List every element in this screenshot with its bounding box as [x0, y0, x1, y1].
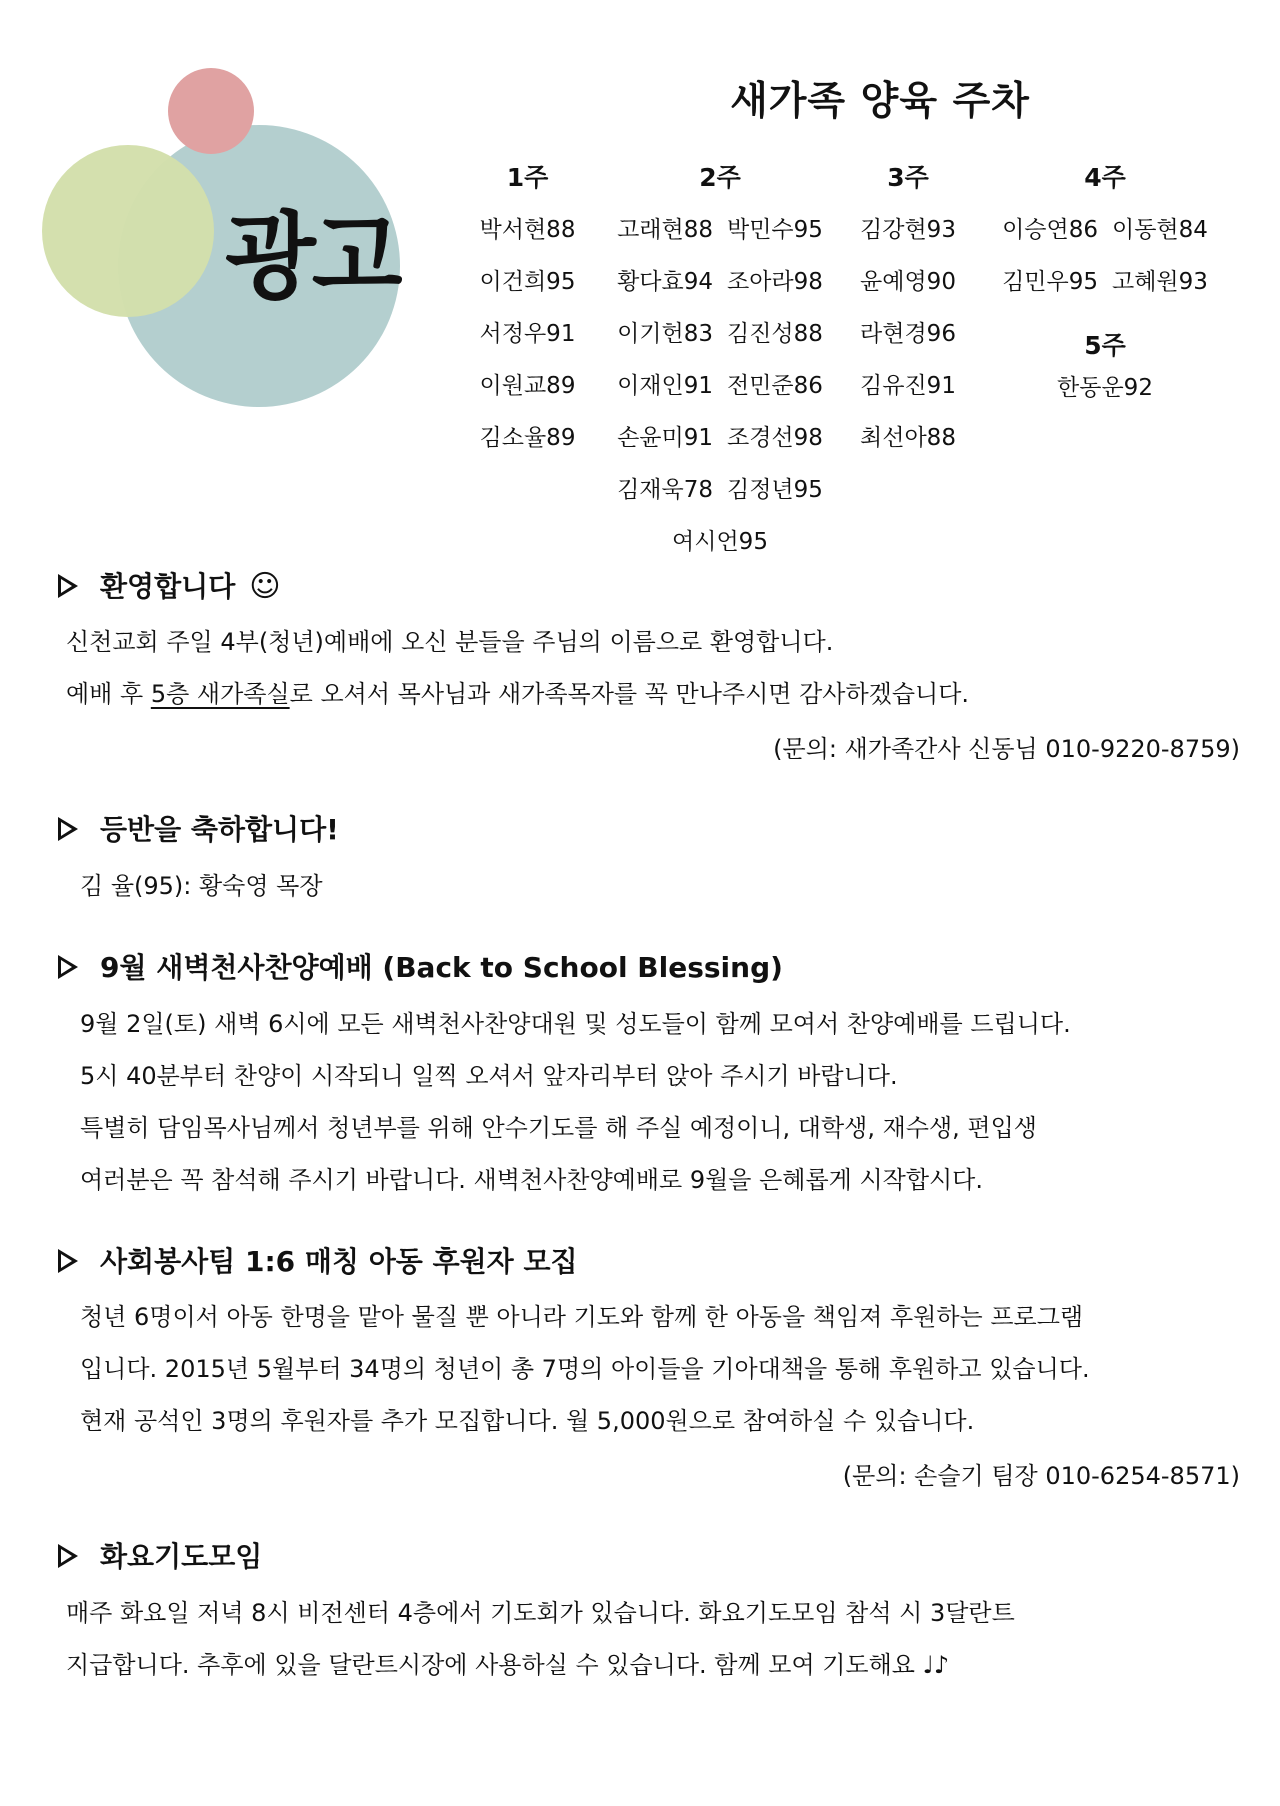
smiley-icon: ☺	[249, 569, 281, 604]
roster-name: 김재욱78	[617, 477, 713, 503]
welcome-line-2	[66, 674, 969, 714]
triangle-bullet-icon	[58, 1249, 78, 1273]
roster-name: 고혜원93	[1112, 269, 1208, 295]
roster-name: 황다효94	[617, 269, 713, 295]
sponsorship-line-3: 현재 공석인 3명의 후원자를 추가 모집합니다. 월 5,000원으로 참여하실 수 있습니다.	[80, 1407, 975, 1435]
roster-name: 이기헌83	[617, 321, 713, 347]
roster-name: 이동현84	[1112, 217, 1208, 243]
roster-name: 박서현88	[479, 217, 576, 243]
roster-week-1	[470, 152, 585, 464]
dawn-worship-line-4: 여러분은 꼭 참석해 주시기 바랍니다. 새벽천사찬양예배로 9월을 은혜롭게 시작합시다.	[80, 1166, 983, 1194]
tuesday-prayer-line-1: 매주 화요일 저녁 8시 비전센터 4층에서 기도회가 있습니다. 화요기도모임 참석 시 3달란트	[66, 1599, 1015, 1627]
dawn-worship-heading-text: 9월 새벽천사찬양예배 (Back to School Blessing)	[100, 951, 783, 984]
roster-name-row	[600, 308, 840, 360]
roster-name-row	[985, 256, 1225, 308]
roster-name-row	[600, 464, 840, 516]
roster-name-row	[848, 412, 968, 464]
roster-name: 김유진91	[860, 373, 956, 399]
promotion-heading-text: 등반을 축하합니다!	[100, 813, 339, 846]
sponsorship-line-1: 청년 6명이서 아동 한명을 맡아 물질 뿐 아니라 기도와 함께 한 아동을 책임져 후원하는 프로그램	[80, 1303, 1084, 1331]
week-label: 3주	[887, 163, 929, 192]
roster-name-row	[470, 204, 585, 256]
decorative-green-circle	[42, 145, 214, 317]
roster-name: 김강현93	[860, 217, 956, 243]
roster-name: 손윤미91	[617, 425, 713, 451]
roster-week-4	[985, 152, 1225, 410]
roster-name: 이승연86	[1002, 217, 1098, 243]
roster-name-row	[848, 360, 968, 412]
dawn-worship-line-1: 9월 2일(토) 새벽 6시에 모든 새벽천사찬양대원 및 성도들이 함께 모여서 찬양예배를 드립니다.	[80, 1010, 1071, 1038]
roster-name: 한동운92	[1057, 375, 1153, 401]
roster-week-2	[600, 152, 840, 568]
welcome-line-2-post: 로 오셔서 목사님과 새가족목자를 꼭 만나주시면 감사하겠습니다.	[289, 680, 970, 708]
roster-name: 김민우95	[1002, 269, 1098, 295]
promotion-line-1: 김 율(95): 황숙영 목장	[80, 872, 323, 900]
roster-name-row	[470, 412, 585, 464]
roster-name-row	[600, 412, 840, 464]
roster-name: 조경선98	[727, 425, 823, 451]
roster-name: 고래현88	[617, 217, 713, 243]
dawn-worship-line-3: 특별히 담임목사님께서 청년부를 위해 안수기도를 해 주실 예정이니, 대학생, 재수생, 편입생	[80, 1114, 1037, 1142]
roster-title: 새가족 양육 주차	[730, 79, 1030, 124]
roster-name-row	[985, 204, 1225, 256]
week-label: 4주	[1084, 163, 1126, 192]
triangle-bullet-icon	[58, 817, 78, 841]
week-label: 1주	[506, 163, 549, 192]
roster-week-3	[848, 152, 968, 464]
welcome-heading	[58, 567, 281, 607]
roster-name: 이재인91	[617, 373, 713, 399]
roster-name-row	[848, 204, 968, 256]
roster-name: 여시언95	[672, 529, 768, 555]
tuesday-prayer-heading-text: 화요기도모임	[100, 1540, 263, 1573]
roster-name: 최선아88	[860, 425, 956, 451]
roster-name-row	[600, 204, 840, 256]
roster-name: 라현경96	[860, 321, 956, 347]
roster-name: 이건희95	[479, 269, 576, 295]
roster-name: 김진성88	[727, 321, 823, 347]
sponsorship-contact: (문의: 손슬기 팀장 010-6254-8571)	[842, 1462, 1240, 1490]
triangle-bullet-icon	[58, 574, 78, 598]
triangle-bullet-icon	[58, 1544, 78, 1568]
roster-name: 이원교89	[479, 373, 576, 399]
dawn-worship-line-2: 5시 40분부터 찬양이 시작되니 일찍 오셔서 앞자리부터 앉아 주시기 바랍니다.	[80, 1062, 898, 1090]
tuesday-prayer-line-2: 지급합니다. 추후에 있을 달란트시장에 사용하실 수 있습니다. 함께 모여 기도해요 ♩♪	[66, 1651, 950, 1679]
roster-name: 전민준86	[727, 373, 823, 399]
welcome-line-1: 신천교회 주일 4부(청년)예배에 오신 분들을 주님의 이름으로 환영합니다.	[66, 628, 834, 656]
announcement-logo-title: 광고	[225, 203, 399, 312]
promotion-heading	[58, 810, 339, 850]
roster-name-row	[600, 360, 840, 412]
week-label: 2주	[699, 163, 741, 192]
roster-name: 윤예영90	[860, 269, 956, 295]
roster-name: 조아라98	[727, 269, 823, 295]
week-label: 5주	[1084, 331, 1126, 360]
roster-name-row	[470, 308, 585, 360]
roster-name-row	[470, 256, 585, 308]
roster-name-row	[848, 256, 968, 308]
new-family-room-location: 5층 새가족실	[150, 680, 290, 708]
roster-name-row	[600, 516, 840, 568]
roster-name-row	[600, 256, 840, 308]
sponsorship-heading	[58, 1242, 578, 1282]
roster-name-row	[470, 360, 585, 412]
sponsorship-heading-text: 사회봉사팀 1:6 매칭 아동 후원자 모집	[100, 1245, 578, 1278]
welcome-contact: (문의: 새가족간사 신동님 010-9220-8759)	[773, 735, 1240, 763]
dawn-worship-heading	[58, 948, 783, 988]
triangle-bullet-icon	[58, 955, 78, 979]
roster-name: 박민수95	[727, 217, 823, 243]
roster-name: 김소율89	[479, 425, 576, 451]
welcome-line-2-pre: 예배 후	[66, 680, 151, 708]
decorative-pink-circle	[168, 68, 254, 154]
tuesday-prayer-heading	[58, 1537, 262, 1577]
welcome-heading-text: 환영합니다	[100, 570, 236, 603]
roster-name-row	[985, 366, 1225, 410]
roster-name-row	[848, 308, 968, 360]
sponsorship-line-2: 입니다. 2015년 5월부터 34명의 청년이 총 7명의 아이들을 기아대책을 통해 후원하고 있습니다.	[80, 1355, 1090, 1383]
roster-name: 김정년95	[727, 477, 823, 503]
roster-name: 서정우91	[479, 321, 576, 347]
